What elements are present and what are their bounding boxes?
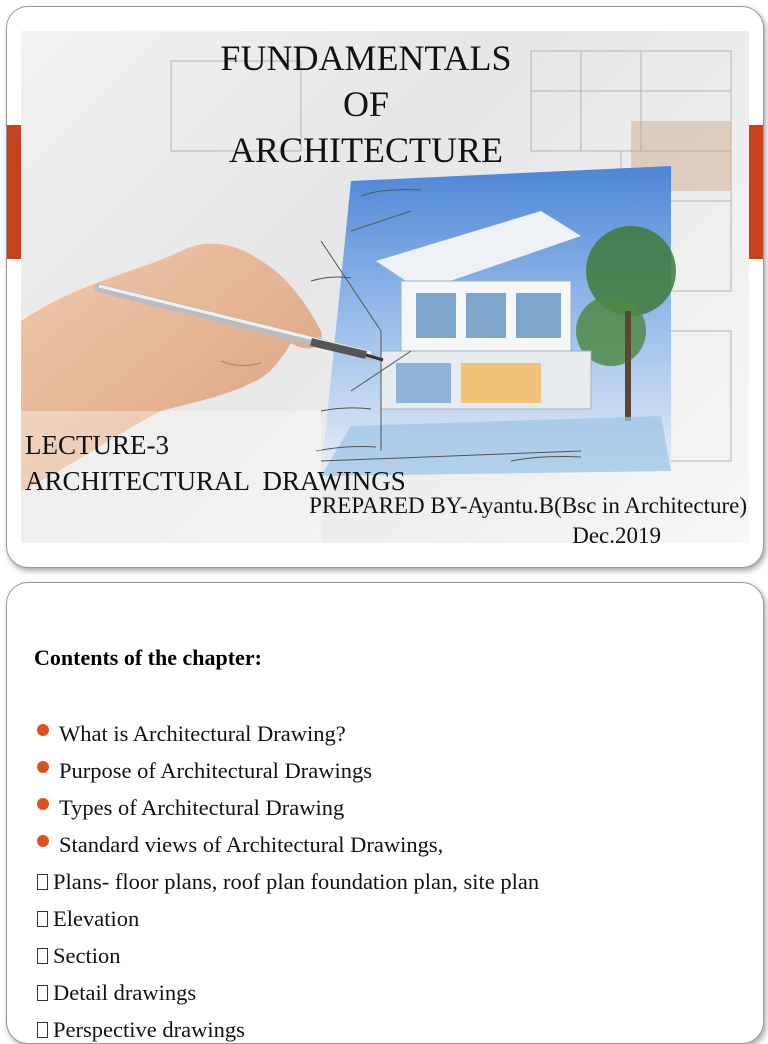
- bullet-box-icon: [37, 985, 48, 1001]
- list-item-text: What is Architectural Drawing?: [59, 721, 346, 746]
- bullet-box-icon: [37, 874, 48, 890]
- title-line: OF: [342, 84, 390, 124]
- cover-slide: [6, 6, 764, 568]
- list-item: [35, 974, 539, 1011]
- list-item-text: Elevation: [53, 906, 140, 931]
- list-item: [35, 900, 539, 937]
- list-item: [35, 789, 539, 826]
- list-item-text: Perspective drawings: [53, 1017, 245, 1042]
- list-item: [35, 937, 539, 974]
- lecture-heading: [25, 427, 406, 499]
- list-item-text: Detail drawings: [53, 980, 197, 1005]
- contents-slide: [6, 582, 764, 1044]
- list-item-text: Types of Architectural Drawing: [59, 795, 345, 820]
- title-line: ARCHITECTURE: [229, 130, 503, 170]
- list-item: [35, 752, 539, 789]
- list-item-text: Plans- floor plans, roof plan foundation plan, site plan: [53, 869, 540, 894]
- contents-heading: Contents of the chapter:: [34, 645, 262, 670]
- cover-image: [21, 31, 749, 543]
- contents-list: [35, 715, 539, 1044]
- lecture-number: LECTURE-3: [25, 430, 169, 460]
- list-item-text: Section: [53, 943, 121, 968]
- list-item: [35, 863, 539, 900]
- accent-bar-left: [7, 125, 21, 259]
- bullet-dot-icon: [37, 798, 49, 810]
- list-item: [35, 826, 539, 863]
- list-item-text: Purpose of Architectural Drawings: [59, 758, 373, 783]
- list-item: [35, 715, 539, 752]
- list-item: [35, 1011, 539, 1044]
- slide-title: [21, 35, 711, 173]
- bullet-dot-icon: [37, 761, 49, 773]
- list-item-text: Standard views of Architectural Drawings,: [59, 832, 444, 857]
- date-label: Dec.2019: [572, 523, 661, 543]
- title-line: FUNDAMENTALS: [220, 38, 512, 78]
- prepared-by: PREPARED BY-Ayantu.B(Bsc in Architecture): [309, 493, 747, 518]
- bullet-box-icon: [37, 911, 48, 927]
- bullet-box-icon: [37, 948, 48, 964]
- lecture-subtitle: ARCHITECTURAL DRAWINGS: [25, 466, 406, 496]
- bullet-dot-icon: [37, 835, 49, 847]
- bullet-dot-icon: [37, 724, 49, 736]
- accent-bar-right: [749, 125, 763, 259]
